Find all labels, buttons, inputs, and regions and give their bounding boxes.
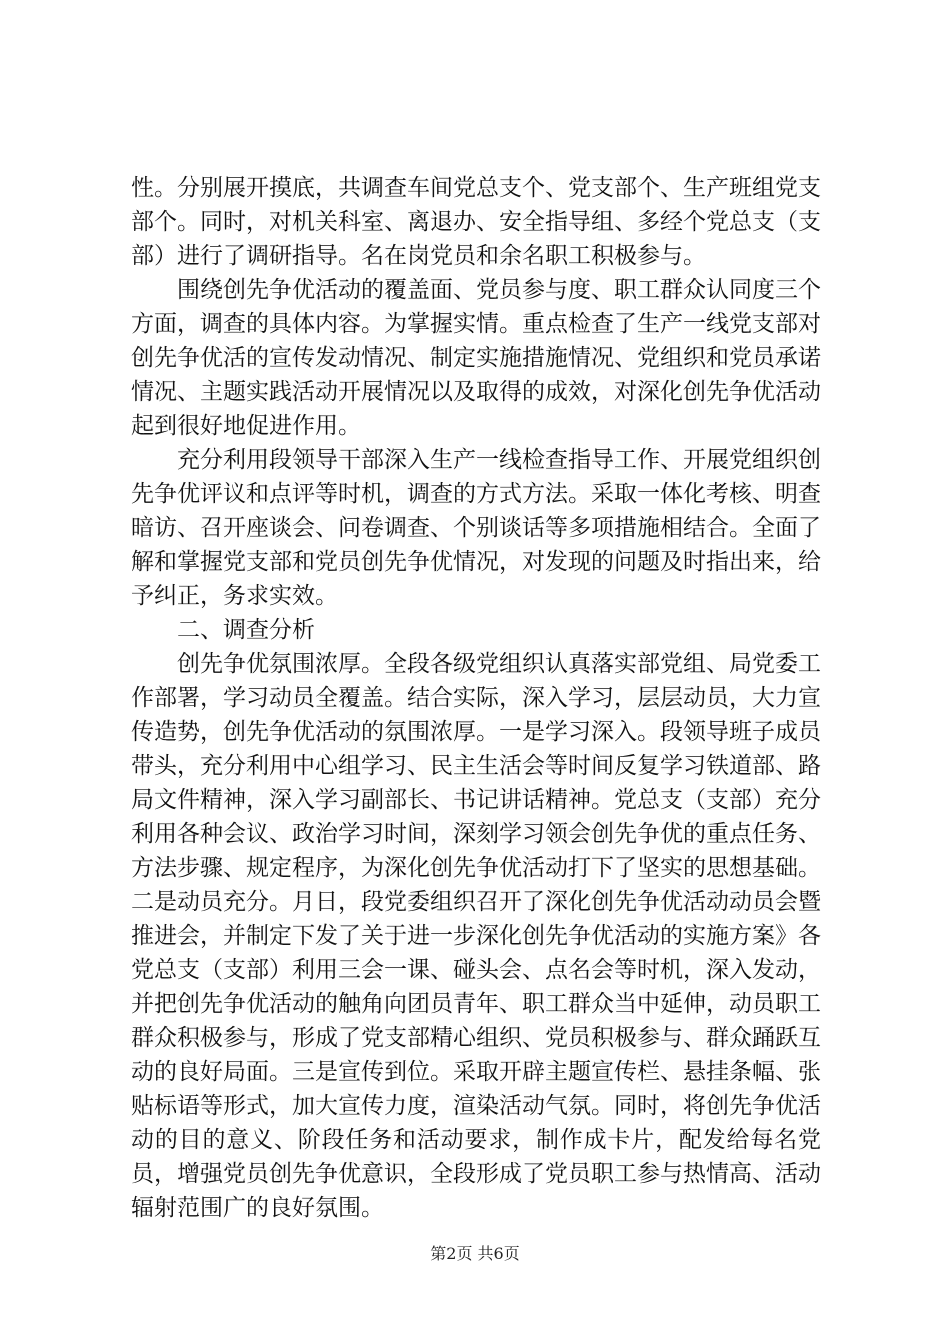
page-number-label: 第2页 共6页 bbox=[430, 1244, 520, 1263]
paragraph-survey-content: 围绕创先争优活动的覆盖面、党员参与度、职工群众认同度三个方面，调查的具体内容。为掌握实情。重点检查了生产一线党支部对创先争优活的宣传发动情况、制定实施措施情况、党组织和党员承诺情况、主题实践活动开展情况以及取得的成效，对深化创先争优活动起到很好地促进作用。 bbox=[131, 277, 821, 439]
paragraph-atmosphere: 创先争优氛围浓厚。全段各级党组织认真落实部党组、局党委工作部署，学习动员全覆盖。结合实际，深入学习，层层动员，大力宣传造势，创先争优活动的氛围浓厚。一是学习深入。段领导班子成员带头，充分利用中心组学习、民主生活会等时间反复学习铁道部、路局文件精神，深入学习副部长、书记讲话精神。党总支（支部）充分利用各种会议、政治学习时间，深刻学习领会创先争优的重点任务、方法步骤、规定程序，为深化创先争优活动打下了坚实的思想基础。二是动员充分。月日，段党委组织召开了深化创先争优活动动员会暨推进会，并制定下发了关于进一步深化创先争优活动的实施方案》各党总支（支部）利用三会一课、碰头会、点名会等时机，深入发动，并把创先争优活动的触角向团员青年、职工群众当中延伸，动员职工群众积极参与，形成了党支部精心组织、党员积极参与、群众踊跃互动的良好局面。三是宣传到位。采取开辟主题宣传栏、悬挂条幅、张贴标语等形式，加大宣传力度，渲染活动气氛。同时，将创先争优活动的目的意义、阶段任务和活动要求，制作成卡片，配发给每名党员，增强党员创先争优意识，全段形成了党员职工参与热情高、活动辐射范围广的良好氛围。 bbox=[131, 651, 821, 1221]
section-heading-analysis: 二、调查分析 bbox=[177, 617, 315, 643]
document-body bbox=[131, 171, 821, 1225]
paragraph-survey-scope: 性。分别展开摸底，共调查车间党总支个、党支部个、生产班组党支部个。同时，对机关科室、离退办、安全指导组、多经个党总支（支部）进行了调研指导。名在岗党员和余名职工积极参与。 bbox=[131, 175, 821, 269]
paragraph-survey-methods: 充分利用段领导干部深入生产一线检查指导工作、开展党组织创先争优评议和点评等时机，调查的方式方法。采取一体化考核、明查暗访、召开座谈会、问卷调查、个别谈话等多项措施相结合。全面了解和掌握党支部和党员创先争优情况，对发现的问题及时指出来，给予纠正，务求实效。 bbox=[131, 447, 821, 609]
page-footer bbox=[0, 1244, 950, 1264]
